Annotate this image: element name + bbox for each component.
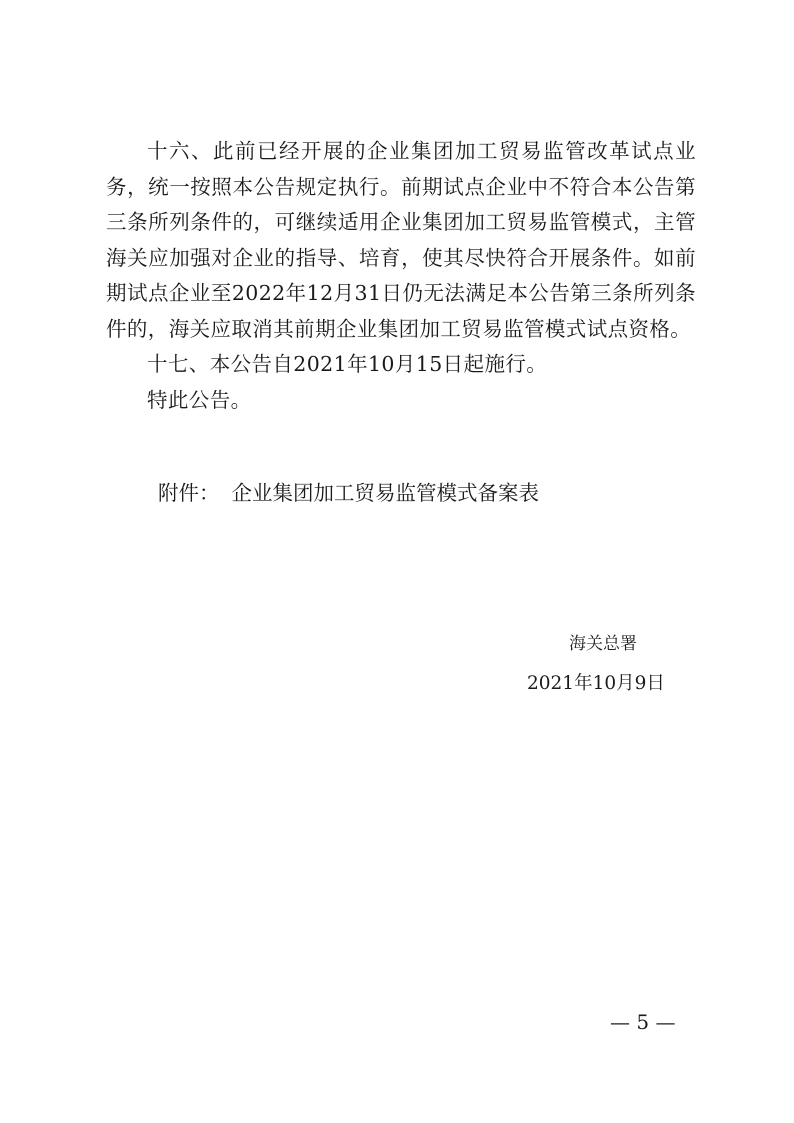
attachment-title: 企业集团加工贸易监管模式备案表 [231, 481, 539, 505]
issuer-name: 海关总署 [569, 634, 637, 654]
announcement-body [106, 134, 696, 418]
attachment-label: 附件： [158, 481, 220, 505]
paragraph-article-16: 十六、此前已经开展的企业集团加工贸易监管改革试点业务，统一按照本公告规定执行。前期试点企业中不符合本公告第三条所列条件的，可继续适用企业集团加工贸易监管模式，主管海关应加强对企业的指导、培育，使其尽快符合开展条件。如前期试点企业至2022年12月31日仍无法满足本公告第三条所列条件的，海关应取消其前期企业集团加工贸易监管模式试点资格。 [106, 139, 696, 341]
page-number: — 5 — [610, 1010, 676, 1034]
paragraph-closing: 特此公告。 [147, 387, 252, 412]
paragraph-article-17: 十七、本公告自2021年10月15日起施行。 [147, 352, 548, 376]
attachment-line [158, 476, 539, 511]
issue-date: 2021年10月9日 [527, 673, 665, 694]
